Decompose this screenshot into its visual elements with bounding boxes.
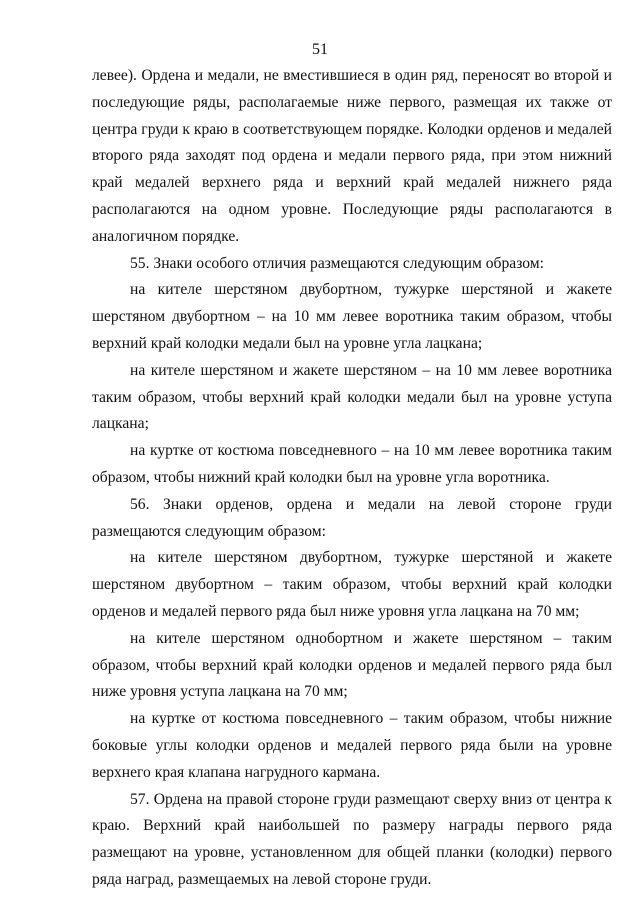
paragraph-item-57: 57. Ордена на правой стороне груди размещают сверху вниз от центра к краю. Верхний край наибольшей по размеру награды первого ряда размещают на уровне, установленном для общей планки (колодки) первого ряда наград, размещаемых на левой стороне груди. [92,790,612,888]
paragraph-item-56: 56. Знаки орденов, ордена и медали на левой стороне груди размещаются следующим образом: [92,495,612,540]
paragraph-item-56-single-breasted: на кителе шерстяном однобортном и жакете шерстяном – таким образом, чтобы верхний край колодки орденов и медалей первого ряда был ниже уровня уступа лацкана на 70 мм; [92,629,612,701]
paragraph-item-55-jacket: на куртке от костюма повседневного – на 10 мм левее воротника таким образом, чтобы нижний край колодки был на уровне угла воротника. [92,442,612,486]
paragraph-item-55: 55. Знаки особого отличия размещаются следующим образом: [130,254,544,272]
paragraph-item-55-double-breasted: на кителе шерстяном двубортном, тужурке шерстяной и жакете шерстяном двубортном – на 10 мм левее воротника таким образом, чтобы верхний край колодки медали был на уровне угла лацкана; [92,281,612,352]
page-number: 51 [312,41,328,58]
paragraph-item-56-jacket: на куртке от костюма повседневного – таким образом, чтобы нижние боковые углы колодки орденов и медалей первого ряда были на уровне верхнего края клапана нагрудного кармана. [92,710,612,781]
paragraph-item-55-single: на кителе шерстяном и жакете шерстяном – на 10 мм левее воротника таким образом, чтобы верхний край колодки медали был на уровне уступа лацкана; [92,361,612,433]
paragraph-continuation: левее). Ордена и медали, не вместившиеся в один ряд, переносят во второй и последующие ряды, располагаемые ниже первого, размещая их также от центра груди к краю в соответствующем порядке. Колодки орденов и медалей второго ряда заходят под ордена и медали первого ряда, при этом нижний край медалей верхнего ряда и верхний край медалей нижнего ряда располагаются на одном уровне. Последующие ряды располагаются в аналогичном порядке. [92,67,612,245]
document-body [92,63,612,894]
paragraph-item-56-double-breasted: на кителе шерстяном двубортном, тужурке шерстяной и жакете шерстяном двубортном – таким образом, чтобы верхний край колодки орденов и медалей первого ряда был ниже уровня угла лацкана на 70 мм; [92,549,612,620]
